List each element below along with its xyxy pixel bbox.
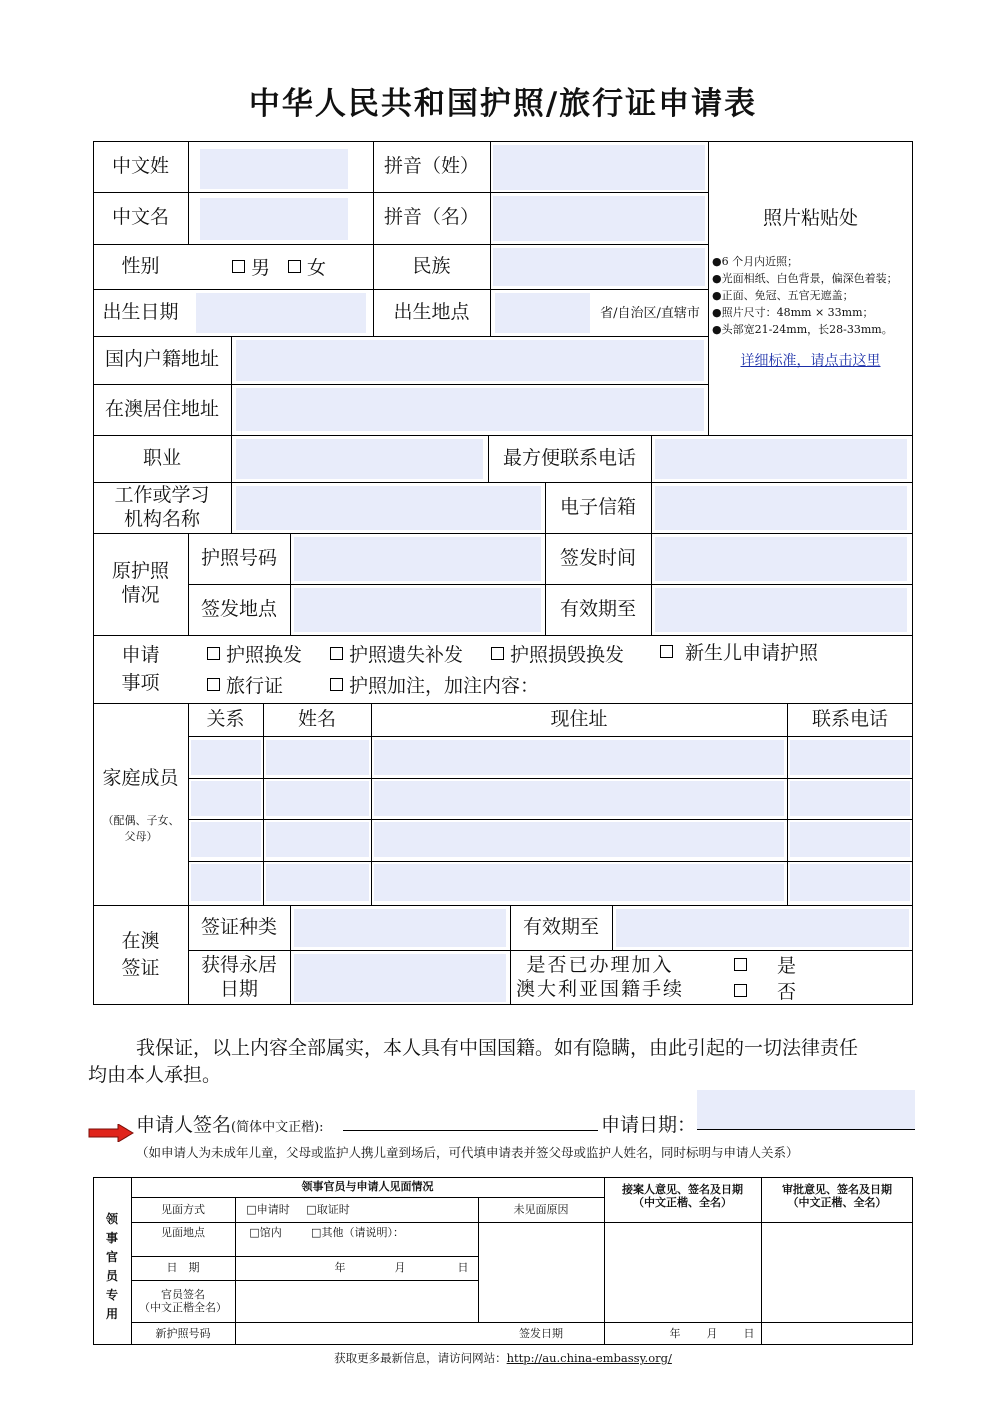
occupation-input[interactable] — [236, 439, 483, 479]
photo-rule: ●6 个月内近照； — [712, 255, 799, 268]
official-side-label — [93, 1210, 131, 1324]
family-cell[interactable] — [374, 740, 784, 775]
option-label: 护照换发 — [226, 643, 303, 666]
citizenship-question — [510, 950, 690, 1005]
pr-date-label-line: 获得永居 — [200, 953, 277, 976]
work-org-label — [93, 482, 231, 533]
footer — [0, 1350, 1006, 1366]
side-char: 领 — [105, 1212, 118, 1226]
pr-date-input[interactable] — [294, 954, 506, 1002]
expiry-label: 有效期至 — [559, 597, 636, 620]
birth-date-input[interactable] — [196, 293, 366, 333]
year2-label: 年 — [669, 1326, 681, 1340]
ethnicity-label: 民族 — [412, 254, 451, 277]
option-label: 护照加注，加注内容： — [349, 674, 540, 697]
declaration-line-2: 均由本人承担。 — [88, 1064, 222, 1086]
issue-place-label: 签发地点 — [200, 597, 277, 620]
in-office-option[interactable]: □馆内 — [249, 1226, 282, 1240]
family-label: 家庭成员 — [102, 767, 179, 789]
given-cn-input[interactable] — [200, 198, 348, 240]
side-char: 官 — [105, 1250, 118, 1264]
meet-method-label: 见面方式 — [161, 1202, 205, 1216]
checkbox[interactable] — [207, 647, 220, 660]
expiry-input[interactable] — [655, 588, 907, 632]
email-input[interactable] — [655, 486, 907, 530]
pinyin-surname-label: 拼音（姓） — [383, 154, 479, 177]
meeting-title: 领事官员与申请人见面情况 — [301, 1180, 434, 1194]
month2-label: 月 — [706, 1326, 718, 1340]
receiver-title — [604, 1179, 761, 1213]
photo-rule: ●头部宽21-24mm，长28-33mm。 — [712, 323, 893, 336]
au-address-label: 在澳居住地址 — [104, 397, 219, 420]
female-checkbox[interactable] — [288, 260, 301, 273]
officer-signature-line: 官员签名 — [161, 1287, 205, 1301]
pinyin-given-label: 拼音（名） — [383, 206, 479, 229]
family-cell[interactable] — [374, 864, 784, 901]
birth-place-input[interactable] — [495, 293, 590, 333]
birth-place-label: 出生地点 — [393, 300, 470, 323]
signature-line[interactable] — [343, 1130, 598, 1131]
family-cell[interactable] — [266, 864, 369, 901]
issue-time-input[interactable] — [655, 537, 907, 581]
family-cell[interactable] — [790, 781, 910, 816]
signature-note: （如申请人为未成年儿童，父母或监护人携儿童到场后，可代填申请表并签父母或监护人姓名，同时标明与申请人关系） — [136, 1145, 799, 1160]
surname-cn-label: 中文姓 — [111, 154, 169, 177]
signature-label-text: 申请人签名 — [136, 1114, 232, 1136]
officer-signature-line: （中文正楷全名） — [139, 1301, 227, 1314]
photo-rules — [712, 253, 912, 338]
no-label: 否 — [777, 980, 797, 1003]
photo-rule: ●正面、免冠、五官无遮盖； — [712, 289, 854, 302]
family-cell[interactable] — [374, 822, 784, 857]
option-label: 旅行证 — [226, 674, 284, 697]
meet-place-label: 见面地点 — [161, 1226, 205, 1240]
declaration-line-1: 我保证，以上内容全部属实，本人具有中国国籍。如有隐瞒，由此引起的一切法律责任 — [136, 1037, 859, 1059]
checkbox[interactable] — [660, 645, 673, 658]
photo-rule: ●光面相纸、白色背景，偏深色着装； — [712, 272, 898, 285]
pr-date-label — [188, 950, 290, 1005]
pr-date-label-line: 日期 — [219, 977, 258, 1000]
yes-checkbox[interactable] — [734, 958, 747, 971]
family-cell[interactable] — [790, 864, 910, 901]
photo-rule: ●照片尺寸：48mm × 33mm； — [712, 306, 874, 319]
surname-cn-input[interactable] — [200, 149, 348, 189]
given-cn-label: 中文名 — [111, 206, 169, 229]
birth-date-label: 出生日期 — [102, 300, 179, 323]
family-sub: （配偶、子女、父母） — [102, 814, 180, 843]
work-org-label-line: 机构名称 — [123, 507, 200, 530]
approver-title-line: 审批意见、签名及日期 — [782, 1182, 892, 1196]
new-passport-label: 新护照号码 — [155, 1326, 211, 1340]
side-char: 专 — [105, 1288, 118, 1302]
pinyin-surname-input[interactable] — [493, 145, 705, 190]
photo-area — [708, 141, 913, 435]
au-address-input[interactable] — [236, 388, 704, 431]
issue-date-label: 签发日期 — [519, 1326, 563, 1340]
option-travel-doc[interactable] — [207, 671, 283, 697]
meet-date-label: 日 期 — [166, 1261, 200, 1275]
family-cell[interactable] — [191, 864, 261, 901]
phone-label: 最方便联系电话 — [502, 446, 636, 469]
option-passport-renewal[interactable] — [207, 640, 302, 666]
visa-label-line: 在澳 — [121, 930, 160, 953]
checkbox[interactable] — [207, 678, 220, 691]
month-label: 月 — [394, 1261, 406, 1275]
email-label: 电子信箱 — [559, 495, 636, 518]
side-char: 员 — [105, 1269, 118, 1283]
family-cell[interactable] — [790, 740, 910, 775]
application-label — [93, 635, 188, 703]
issue-place-input[interactable] — [294, 588, 541, 632]
page-title: 中华人民共和国护照/旅行证申请表 — [248, 86, 758, 122]
pinyin-given-input[interactable] — [493, 196, 705, 241]
other-option[interactable]: □其他（请说明）： — [311, 1226, 404, 1240]
no-checkbox[interactable] — [734, 984, 747, 997]
family-header-address: 现住址 — [550, 707, 608, 730]
passport-no-label: 护照号码 — [200, 546, 277, 569]
citizenship-question-line: 是否已办理加入 — [526, 953, 674, 976]
no-meet-reason-label: 未见面原因 — [513, 1202, 569, 1216]
family-header-name: 姓名 — [297, 707, 336, 730]
side-char: 事 — [105, 1231, 118, 1245]
family-cell[interactable] — [191, 822, 261, 857]
domestic-address-label: 国内户籍地址 — [104, 348, 219, 371]
red-arrow-icon — [88, 1124, 134, 1142]
date-input[interactable] — [697, 1090, 915, 1130]
checkbox[interactable] — [330, 647, 343, 660]
year-label: 年 — [334, 1261, 346, 1275]
at-apply-option[interactable]: □申请时 — [246, 1202, 290, 1216]
citizenship-no[interactable] — [734, 978, 796, 1002]
issue-time-label: 签发时间 — [559, 546, 636, 569]
phone-input[interactable] — [655, 439, 907, 479]
option-passport-lost[interactable] — [330, 640, 463, 666]
yes-label: 是 — [777, 954, 797, 977]
receiver-title-line: （中文正楷、全名） — [633, 1196, 732, 1209]
old-passport-label-line: 原护照 — [111, 560, 169, 583]
photo-standard-link[interactable]: 详细标准，请点击这里 — [740, 353, 881, 369]
photo-title: 照片粘贴处 — [762, 207, 858, 229]
domestic-address-input[interactable] — [236, 340, 704, 381]
option-label: 新生儿申请护照 — [685, 641, 819, 664]
visa-type-label: 签证种类 — [200, 915, 277, 938]
male-checkbox[interactable] — [232, 260, 245, 273]
visa-label — [93, 905, 188, 1005]
signature-label — [136, 1110, 324, 1137]
footer-text: 获取更多最新信息，请访问网站： — [334, 1351, 507, 1365]
visa-type-input[interactable] — [294, 909, 506, 947]
family-header-relation: 关系 — [206, 707, 245, 730]
approver-title-line: （中文正楷、全名） — [787, 1196, 887, 1209]
option-newborn[interactable] — [660, 638, 818, 664]
day-label: 日 — [457, 1261, 469, 1275]
family-header-phone: 联系电话 — [811, 707, 888, 730]
approver-title — [761, 1179, 913, 1213]
ethnicity-input[interactable] — [493, 248, 705, 286]
occupation-label: 职业 — [142, 446, 181, 469]
at-collect-option[interactable]: □取证时 — [306, 1202, 350, 1216]
province-suffix: 省/自治区/直辖市 — [600, 306, 700, 321]
option-endorsement[interactable] — [330, 671, 539, 697]
citizenship-question-line: 澳大利亚国籍手续 — [515, 977, 684, 1000]
passport-no-input[interactable] — [294, 537, 541, 581]
date-label: 申请日期： — [601, 1114, 697, 1136]
signature-hint: (简体中文正楷): — [231, 1120, 324, 1135]
family-cell[interactable] — [191, 740, 261, 775]
family-cell[interactable] — [191, 781, 261, 816]
family-cell[interactable] — [266, 740, 369, 775]
application-label-line: 事项 — [121, 672, 160, 694]
option-passport-damaged[interactable] — [491, 640, 624, 666]
male-label: 男 — [251, 257, 271, 279]
gender-options — [232, 244, 372, 289]
family-cell[interactable] — [266, 822, 369, 857]
visa-label-line: 签证 — [121, 957, 160, 979]
gender-label: 性别 — [121, 254, 160, 277]
work-org-input[interactable] — [236, 486, 541, 530]
citizenship-yes[interactable] — [734, 952, 796, 976]
family-cell[interactable] — [374, 781, 784, 816]
family-cell[interactable] — [266, 781, 369, 816]
receiver-title-line: 接案人意见、签名及日期 — [622, 1182, 743, 1196]
option-label: 护照遗失补发 — [349, 643, 464, 666]
footer-link[interactable]: http://au.china-embassy.org/ — [506, 1351, 672, 1365]
option-label: 护照损毁换发 — [510, 643, 625, 666]
day2-label: 日 — [743, 1326, 755, 1340]
old-passport-label-line: 情况 — [121, 584, 160, 606]
visa-expiry-label: 有效期至 — [522, 915, 599, 938]
side-char: 用 — [105, 1307, 118, 1321]
family-cell[interactable] — [790, 822, 910, 857]
officer-signature-label — [131, 1280, 235, 1322]
checkbox[interactable] — [491, 647, 504, 660]
application-label-line: 申请 — [121, 643, 160, 666]
work-org-label-line: 工作或学习 — [114, 483, 210, 506]
old-passport-label — [93, 533, 188, 635]
checkbox[interactable] — [330, 678, 343, 691]
family-label-cell — [93, 703, 188, 905]
female-label: 女 — [307, 257, 327, 279]
visa-expiry-input[interactable] — [616, 909, 909, 947]
